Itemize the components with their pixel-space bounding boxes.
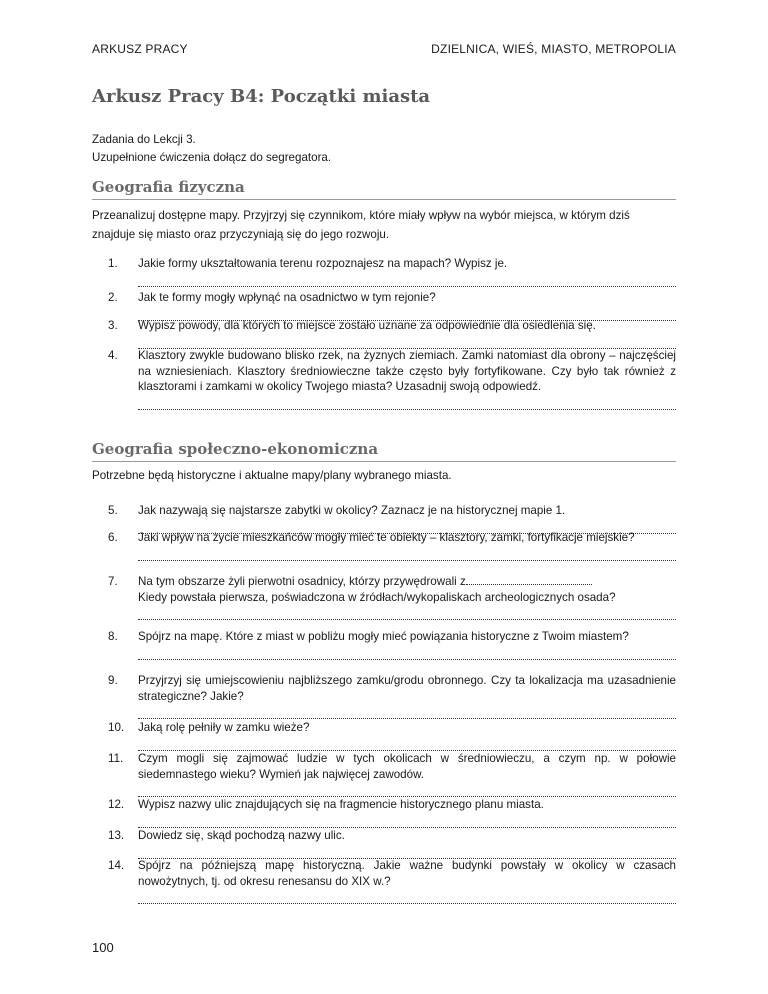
section-intro-physical: Przeanalizuj dostępne mapy. Przyjrzyj się czynnikom, które miały wpływ na wybór miejsca, w którym dziś znajduje się miasto oraz przyczyniają się do jego rozwoju. bbox=[92, 209, 630, 241]
answer-line[interactable] bbox=[138, 738, 676, 751]
section-intro-socioeconomic: Potrzebne będą historyczne i aktualne mapy/plany wybranego miasta. bbox=[92, 469, 452, 482]
question-text: Klasztory zwykle budowano blisko rzek, na żyznych ziemiach. Zamki natomiast dla obrony – najczęściej na wzniesieniach. Klasztory średniowieczne także często były fortyfikowane. Czy było tak również z klasztorami i zamkami w okolicy Twojego miasta? Uzasadnij swoją odpowiedź. bbox=[138, 349, 676, 393]
question-3 bbox=[108, 318, 676, 349]
section-title-physical: Geografia fizyczna bbox=[92, 178, 245, 196]
question-4 bbox=[108, 348, 676, 410]
question-7 bbox=[108, 574, 676, 620]
answer-line[interactable] bbox=[138, 274, 676, 287]
question-13 bbox=[108, 828, 676, 859]
question-6 bbox=[108, 530, 676, 561]
question-text: Przyjrzyj się umiejscowieniu najbliższego zamku/grodu obronnego. Czy ta lokalizacja ma uzasadnienie strategiczne? Jakie? bbox=[138, 674, 676, 703]
question-text: Dowiedz się, skąd pochodzą nazwy ulic. bbox=[138, 829, 345, 842]
question-text: Jakie formy ukształtowania terenu rozpoznajesz na mapach? Wypisz je. bbox=[138, 257, 508, 270]
question-text: Wypisz powody, dla których to miejsce zostało uznane za odpowiednie dla osiedlenia się. bbox=[138, 319, 596, 332]
question-text-continued: Kiedy powstała pierwsza, poświadczona w źródłach/wykopaliskach archeologicznych osada? bbox=[138, 590, 616, 604]
answer-line[interactable] bbox=[138, 891, 676, 904]
answer-line[interactable] bbox=[138, 647, 676, 660]
question-text: Jaki wpływ na życie mieszkańców mogły mieć te obiekty – klasztory, zamki, fortyfikacje miejskie? bbox=[138, 531, 635, 544]
question-11 bbox=[108, 751, 676, 797]
question-number: 13. bbox=[108, 829, 125, 842]
question-number: 5. bbox=[108, 504, 118, 517]
question-1 bbox=[108, 256, 676, 287]
question-text: Jaką rolę pełniły w zamku wieże? bbox=[138, 721, 310, 734]
question-text: Spójrz na mapę. Które z miast w pobliżu mogły mieć powiązania historyczne z Twoim miastem? bbox=[138, 630, 629, 643]
question-number: 2. bbox=[108, 291, 118, 304]
intro-line-2: Uzupełnione ćwiczenia dołącz do segregatora. bbox=[92, 151, 332, 164]
answer-line[interactable] bbox=[138, 706, 676, 719]
question-number: 14. bbox=[108, 859, 125, 872]
question-text: Czym mogli się zajmować ludzie w tych okolicach w średniowieczu, a czym np. w połowie siedemnastego wieku? Wymień jak najwięcej zawodów. bbox=[138, 752, 676, 781]
question-number: 7. bbox=[108, 575, 118, 588]
question-text: Wypisz nazwy ulic znajdujących się na fragmencie historycznego planu miasta. bbox=[138, 798, 544, 811]
answer-line[interactable] bbox=[138, 397, 676, 410]
section-title-socioeconomic: Geografia społeczno-ekonomiczna bbox=[92, 440, 379, 458]
question-text: Na tym obszarze żyli pierwotni osadnicy, którzy przywędrowali z bbox=[138, 575, 466, 588]
header-right: DZIELNICA, WIEŚ, MIASTO, METROPOLIA bbox=[431, 42, 676, 56]
question-10 bbox=[108, 720, 676, 751]
section-divider bbox=[92, 199, 676, 200]
header-left: ARKUSZ PRACY bbox=[92, 42, 188, 56]
answer-line[interactable] bbox=[138, 846, 676, 859]
question-12 bbox=[108, 797, 676, 828]
answer-line[interactable] bbox=[138, 336, 676, 349]
question-text: Jak nazywają się najstarsze zabytki w okolicy? Zaznacz je na historycznej mapie 1. bbox=[138, 504, 566, 517]
question-number: 12. bbox=[108, 798, 125, 811]
page-title: Arkusz Pracy B4: Początki miasta bbox=[92, 86, 431, 107]
question-text: Jak te formy mogły wpłynąć na osadnictwo w tym rejonie? bbox=[138, 291, 436, 304]
answer-line[interactable] bbox=[138, 784, 676, 797]
answer-line[interactable] bbox=[138, 815, 676, 828]
question-text: Spójrz na późniejszą mapę historyczną. Jakie ważne budynki powstały w okolicy w czasach nowożytnych, tj. od okresu renesansu do XIX w.? bbox=[138, 859, 676, 888]
question-2 bbox=[108, 290, 676, 321]
question-number: 4. bbox=[108, 349, 118, 362]
answer-line[interactable] bbox=[138, 548, 676, 561]
question-number: 1. bbox=[108, 257, 118, 270]
question-number: 6. bbox=[108, 531, 118, 544]
question-number: 3. bbox=[108, 319, 118, 332]
question-5 bbox=[108, 503, 676, 534]
answer-line[interactable] bbox=[138, 607, 676, 620]
intro bbox=[92, 131, 331, 167]
question-number: 8. bbox=[108, 630, 118, 643]
question-8 bbox=[108, 629, 676, 660]
intro-line-1: Zadania do Lekcji 3. bbox=[92, 133, 196, 146]
question-number: 9. bbox=[108, 674, 118, 687]
section-divider bbox=[92, 461, 676, 462]
question-14 bbox=[108, 858, 676, 904]
page-number: 100 bbox=[92, 940, 114, 955]
origin-answer-line[interactable] bbox=[466, 574, 592, 585]
question-9 bbox=[108, 673, 676, 719]
question-number: 10. bbox=[108, 721, 125, 734]
question-number: 11. bbox=[108, 752, 124, 765]
